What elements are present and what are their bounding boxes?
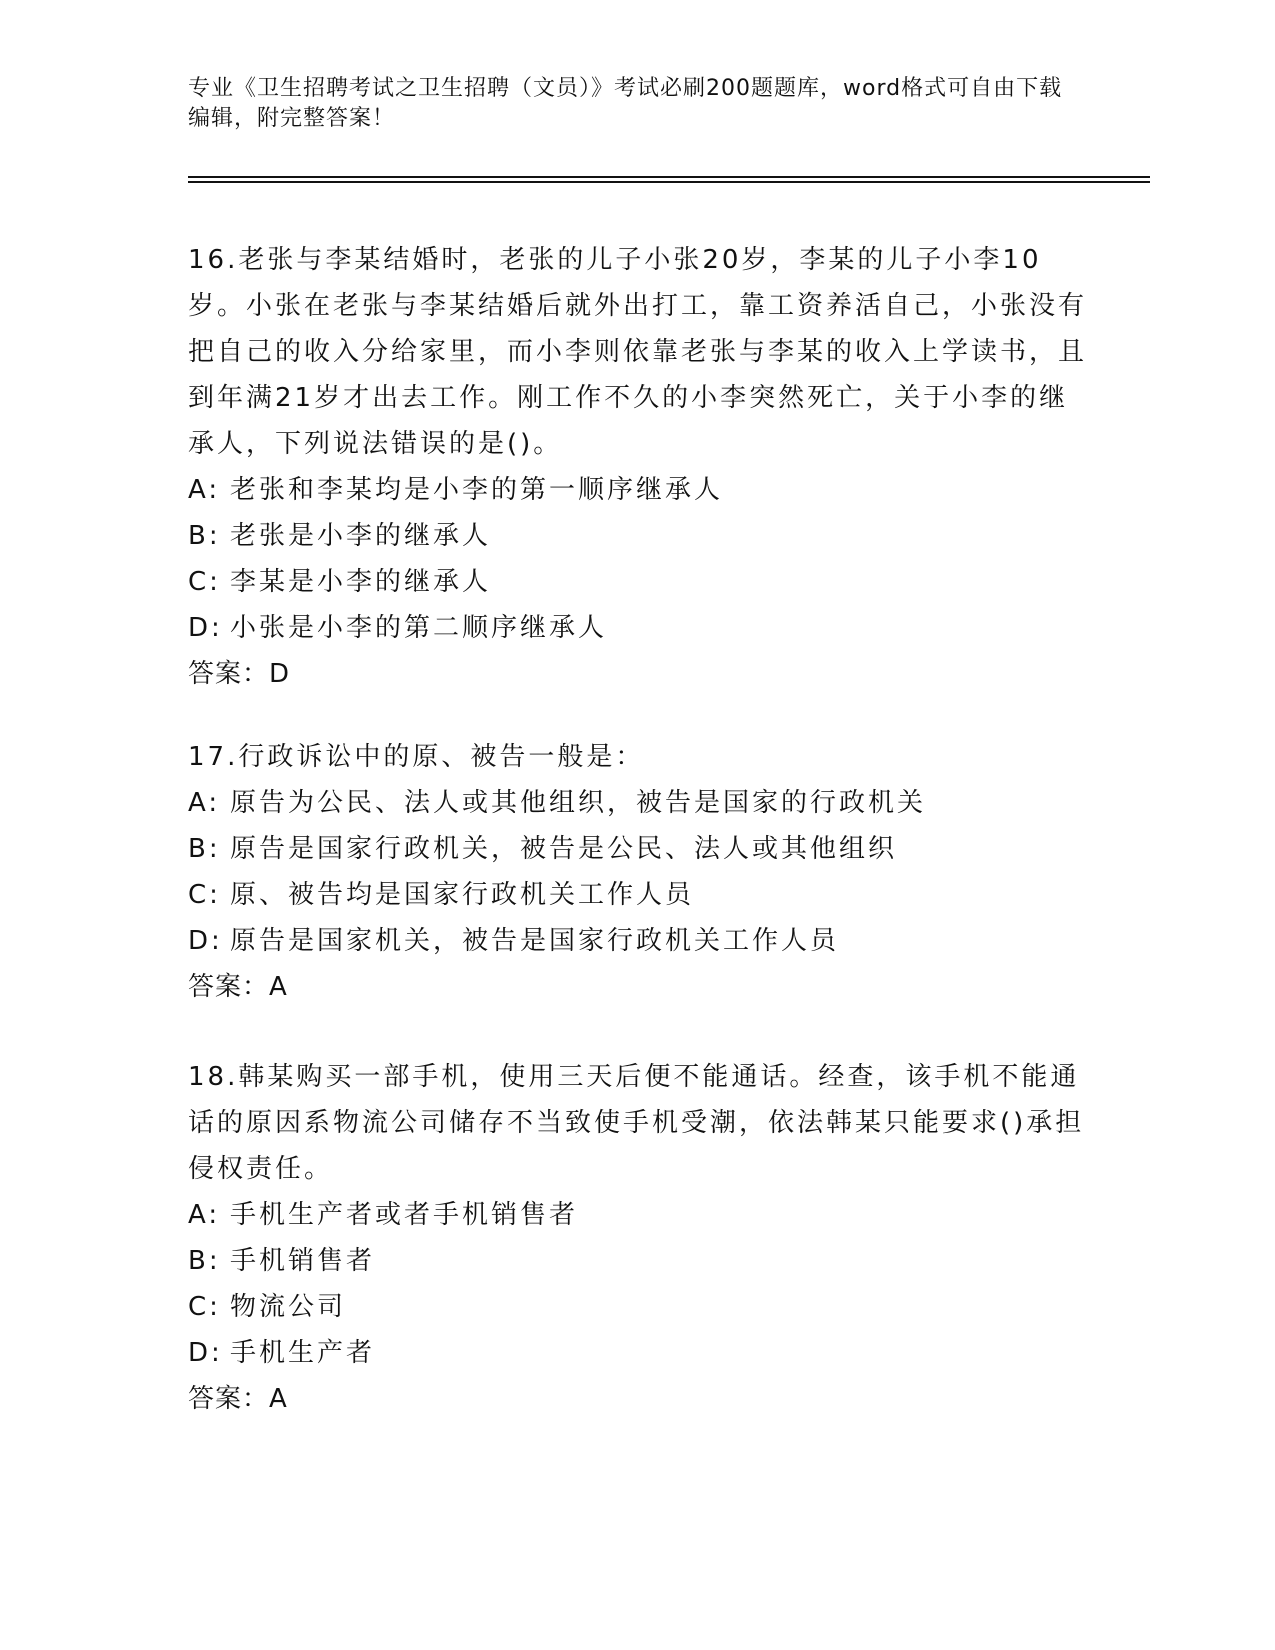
question-18 [188,1054,1088,1422]
option-b [188,513,1088,559]
option-letter: A: [188,788,221,818]
option-text: 手机生产者或者手机销售者 [230,1200,579,1230]
answer-line: 答案：A [188,972,288,1002]
document-header: 专业《卫生招聘考试之卫生招聘（文员）》考试必刷200题题库，word格式可自由下载编辑，附完整答案！ [188,76,1063,131]
header-divider-bottom [188,181,1150,183]
option-text: 原告是国家机关，被告是国家行政机关工作人员 [230,926,840,956]
option-letter: C: [188,567,221,597]
option-d [188,605,1088,651]
option-letter: A: [188,475,221,505]
option-letter: D: [188,1338,223,1368]
option-a [188,1192,1088,1238]
option-d [188,918,1088,964]
option-d [188,1330,1088,1376]
option-b [188,826,1088,872]
option-text: 李某是小李的继承人 [230,567,492,597]
option-letter: B: [188,1246,221,1276]
option-text: 原告为公民、法人或其他组织，被告是国家的行政机关 [230,788,927,818]
option-text: 老张是小李的继承人 [230,521,492,551]
option-text: 小张是小李的第二顺序继承人 [230,613,608,643]
option-a [188,780,1088,826]
option-letter: B: [188,521,221,551]
option-c [188,872,1088,918]
answer-line: 答案：D [188,659,291,689]
option-letter: B: [188,834,221,864]
answer-line: 答案：A [188,1384,288,1414]
option-c [188,1284,1088,1330]
header-divider-top [188,176,1150,178]
option-text: 老张和李某均是小李的第一顺序继承人 [230,475,724,505]
question-stem: 17.行政诉讼中的原、被告一般是： [188,742,645,772]
option-letter: D: [188,613,223,643]
option-c [188,559,1088,605]
option-letter: D: [188,926,223,956]
option-letter: A: [188,1200,221,1230]
option-letter: C: [188,880,221,910]
question-stem: 18.韩某购买一部手机，使用三天后便不能通话。经查，该手机不能通话的原因系物流公司储存不当致使手机受潮，依法韩某只能要求()承担侵权责任。 [188,1062,1085,1184]
option-text: 手机生产者 [230,1338,376,1368]
question-16 [188,237,1088,697]
question-17 [188,734,1088,1010]
option-text: 原、被告均是国家行政机关工作人员 [230,880,695,910]
option-b [188,1238,1088,1284]
option-text: 手机销售者 [230,1246,376,1276]
option-letter: C: [188,1292,221,1322]
option-text: 原告是国家行政机关，被告是公民、法人或其他组织 [230,834,898,864]
question-stem: 16.老张与李某结婚时，老张的儿子小张20岁，李某的儿子小李10岁。小张在老张与李某结婚后就外出打工，靠工资养活自己，小张没有把自己的收入分给家里，而小李则依靠老张与李某的收入上学读书，且到年满21岁才出去工作。刚工作不久的小李突然死亡，关于小李的继承人，下列说法错误的是()。 [188,245,1088,459]
option-a [188,467,1088,513]
option-text: 物流公司 [230,1292,347,1322]
